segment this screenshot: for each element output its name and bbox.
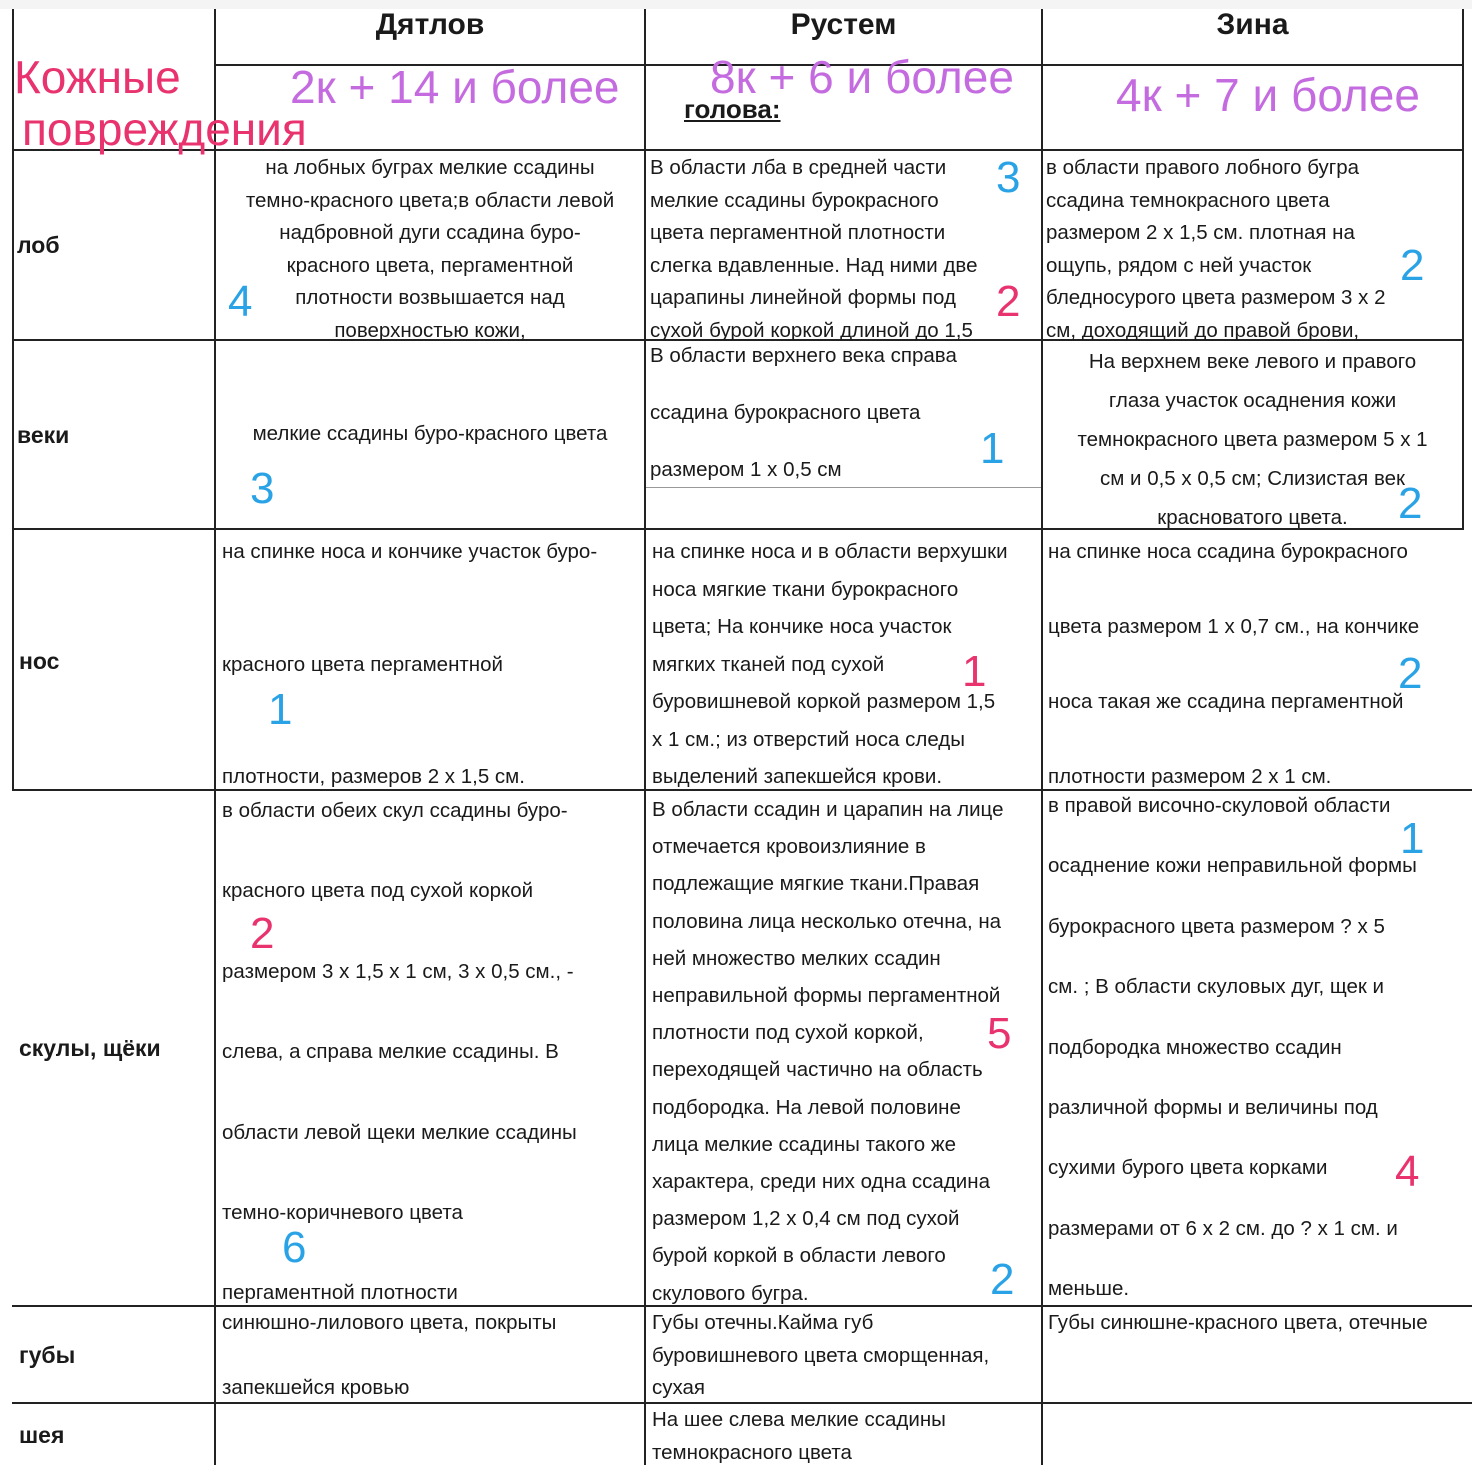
total-dyatlov: 2к + 14 и более xyxy=(290,61,620,113)
count-mark: 2 xyxy=(1398,479,1423,528)
cell-skuly-zina: в правой височно-скуловой области осаднение кожи неправильной формы бурокрасного цвета размером ? х 5 см. ; В области скуловых дуг, щек и подбородка множество ссадин различной формы и величины под сухими бурого цвета корками размерами от 6 х 2 см. до ? х 1 см. и меньше. xyxy=(1048,794,1417,1301)
count-mark: 5 xyxy=(987,1009,1012,1058)
cell-veki-rustem: В области верхнего века справа ссадина бурокрасного цвета размером 1 х 0,5 см xyxy=(650,344,957,481)
cell-nos-dyatlov: на спинке носа и кончике участок буро- красного цвета пергаментной плотности, размеров 2 х 1,5 см. xyxy=(222,540,598,788)
count-mark: 4 xyxy=(1395,1147,1420,1196)
count-mark: 1 xyxy=(1400,814,1425,863)
grid-line xyxy=(644,9,646,1465)
count-mark: 3 xyxy=(250,464,275,513)
cell-lob-zina: в области правого лобного бугра ссадина темнокрасного цвета размером 2 х 1,5 см. плотная на ощупь, рядом с ней участок бледносурого цвета размером 3 х 2 см, доходящий до правой брови, xyxy=(1046,156,1386,340)
grid-line xyxy=(1462,9,1464,529)
cell-nos-rustem: на спинке носа и в области верхушки носа мягкие ткани бурокрасного цвета; На кончике носа участок мягких тканей под сухой буровишневой коркой размером 1,5 х 1 см.; из отверстий носа следы выделений запекшейся крови. xyxy=(652,540,1008,788)
column-header-zina: Зина xyxy=(1216,8,1289,41)
count-mark: 2 xyxy=(1400,241,1425,290)
count-mark: 3 xyxy=(996,153,1021,202)
row-label-sheya: шея xyxy=(19,1422,65,1448)
section-label-head: голова: xyxy=(684,94,781,124)
cell-lob-dyatlov: на лобных буграх мелкие ссадины темно-красного цвета;в области левой надбровной дуги ссадина буро- красного цвета, пергаментной плотности возвышается над поверхностью кожи, xyxy=(245,156,615,340)
row-label-guby: губы xyxy=(19,1342,76,1368)
cell-guby-rustem: Губы отечны.Кайма губ буровишневого цвета сморщенная, сухая xyxy=(652,1311,990,1399)
count-mark: 1 xyxy=(980,424,1005,473)
cell-veki-zina: На верхнем веке левого и правого глаза участок осаднения кожи темнокрасного цвета размером 5 х 1 см и 0,5 х 0,5 см; Слизистая век красноватого цвета. xyxy=(1077,350,1428,528)
count-mark: 4 xyxy=(228,277,253,326)
row-label-skuly: скулы, щёки xyxy=(19,1035,161,1061)
count-mark: 2 xyxy=(250,909,275,958)
cell-sheya-rustem: На шее слева мелкие ссадины темнокрасного цвета xyxy=(652,1408,946,1464)
count-mark: 2 xyxy=(1398,649,1423,698)
cell-lob-rustem: В области лба в средней части мелкие ссадины бурокрасного цвета пергаментной плотности слегка вдавленные. Над ними две царапины линейной формы под сухой бурой коркой длиной до 1,5 xyxy=(650,156,978,340)
count-mark: 2 xyxy=(996,277,1021,326)
count-mark: 6 xyxy=(282,1223,307,1272)
cell-veki-dyatlov: мелкие ссадины буро-красного цвета xyxy=(252,422,608,445)
total-rustem: 8к + 6 и более xyxy=(710,51,1014,103)
column-header-rustem: Рустем xyxy=(790,8,897,41)
grid-line xyxy=(12,9,14,789)
cell-skuly-rustem: В области ссадин и царапин на лице отмечается кровоизлияние в подлежащие мягкие ткани.Правая половина лица несколько отечна, на ней множество мелких ссадин неправильной формы пергаментной плотности под сухой коркой, переходящей частично на область подбородка. На левой половине лица мелкие ссадины такого же характера, среди них одна ссадина размером 1,2 х 0,4 см под сухой бурой коркой в области левого скулового бугра. xyxy=(652,798,1004,1305)
row-label-lob: лоб xyxy=(17,232,60,258)
cell-skuly-dyatlov: в области обеих скул ссадины буро- красного цвета под сухой коркой размером 3 х 1,5 х 1 см, 3 х 0,5 см., - слева, а справа мелкие ссадины. В области левой щеки мелкие ссадины темно-коричневого цвета пергаментной плотности xyxy=(222,799,577,1305)
title-line-1: Кожные xyxy=(14,51,181,103)
cell-nos-zina: на спинке носа ссадина бурокрасного цвета размером 1 х 0,7 см., на кончике носа такая же ссадина пергаментной плотности размером 2 х 1 см. xyxy=(1048,540,1420,788)
cell-guby-zina: Губы синюшне-красного цвета, отечные xyxy=(1048,1311,1428,1334)
cell-guby-dyatlov: синюшно-лилового цвета, покрыты запекшейся кровью xyxy=(222,1311,557,1399)
title-line-2: повреждения xyxy=(22,103,307,155)
count-mark: 2 xyxy=(990,1255,1015,1304)
count-mark: 1 xyxy=(268,685,293,734)
count-mark: 1 xyxy=(962,647,987,696)
row-label-veki: веки xyxy=(17,422,70,448)
total-zina: 4к + 7 и более xyxy=(1116,69,1420,121)
cell-sheya-dyatlov xyxy=(222,1404,642,1465)
grid-line xyxy=(12,528,1464,530)
row-label-nos: нос xyxy=(19,648,60,674)
column-header-dyatlov: Дятлов xyxy=(375,8,485,41)
grid-line xyxy=(646,487,1041,488)
cell-sheya-zina xyxy=(1048,1404,1468,1465)
